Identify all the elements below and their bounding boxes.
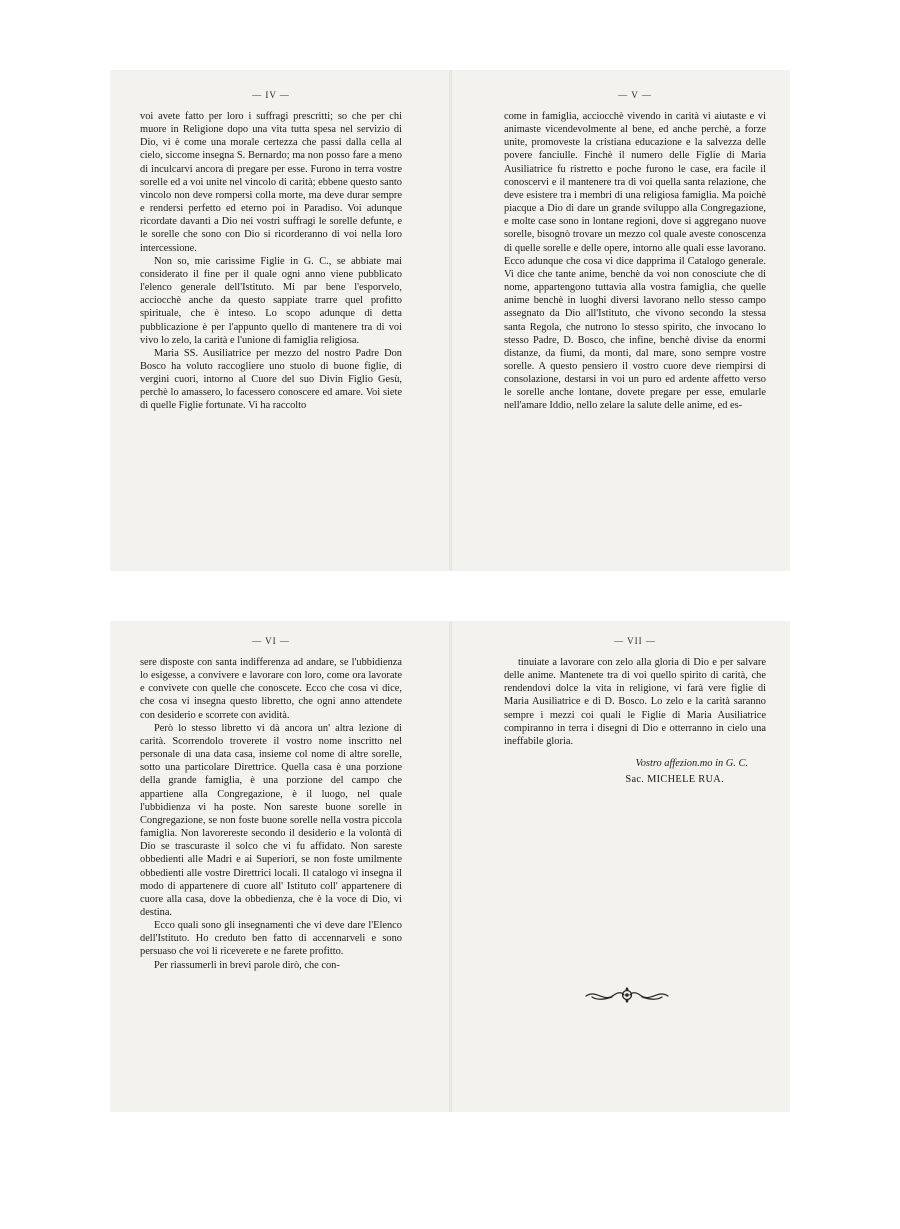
- page-number: — VI —: [252, 636, 290, 646]
- closing-formula: Vostro affezion.mo in G. C.: [635, 758, 748, 770]
- ornament-flourish-icon: [582, 983, 672, 1007]
- paragraph: sere disposte con santa indifferenza ad andare, se l'ubbidienza lo esigesse, a convivere e lavorare con loro, come ora lavorate e convivete con quelle che conoscete. Ecco che cosa vi dice, che cosa vi insegna questo libretto, che ogni anno attendete con desiderio e scorrete con avidità.: [140, 657, 402, 721]
- page-vii: [504, 636, 766, 786]
- page-number: — IV —: [252, 90, 290, 100]
- paragraph: Però lo stesso libretto vi dà ancora un' altra lezione di carità. Scorrendolo troverete il vostro nome inscritto nel personale di una data casa, insieme col nome di altre sorelle, sotto una particolare Direttrice. Quella casa è una porzione della grande famiglia, è una porzione del campo che appartiene alla Congregazione, è il luogo, nel quale l'ubbidienza vi ha poste. Non sareste buone sorelle in Congregazione, se non foste buone sorelle nella vostra piccola famiglia. Non lavorereste secondo il desiderio e la volontà di Dio se trascuraste il solco che vi fu affidato. Non sareste obbedienti alle Madri e ai Superiori, se non foste umilmente obbedienti alle vostre Direttrici locali. Il catalogo vi insegna il modo di appartenere di cuore all' Istituto coll' appartenere di cuore alla casa, dove la obbedienza, che è la voce di Dio, vi destina.: [140, 722, 402, 918]
- signature: Sac. MICHELE RUA.: [625, 774, 724, 786]
- page-vi: [140, 636, 402, 972]
- paragraph: Non so, mie carissime Figlie in G. C., se abbiate mai considerato il fine per il quale ogni anno viene pubblicato l'elenco generale dell'Istituto. Mi par bene l'esporvelo, acciocchè anche da questo sappiate trarre quel profitto spirituale, che è inteso. Lo scopo adunque di detta pubblicazione è per l'appunto quello di mantenere tra di voi vivo lo zelo, la carità e l'unione di famiglia religiosa.: [140, 255, 402, 346]
- page-v: [504, 90, 766, 413]
- page-number: — V —: [618, 90, 652, 100]
- spread-separator: [110, 571, 790, 621]
- paragraph: Maria SS. Ausiliatrice per mezzo del nostro Padre Don Bosco ha voluto raccogliere uno stuolo di buone figlie, di vergini cuori, intorno al Cuore del suo Divin Figlio Gesù, perchè lo amassero, lo facessero conoscere ed amare. Voi siete di quelle Figlie fortunate. Vi ha raccolto: [140, 347, 402, 412]
- paragraph: come in famiglia, acciocchè vivendo in carità vi aiutaste e vi animaste vicendevolmente al bene, ed anche perchè, a forze unite, promoveste la cristiana educazione e la salvezza delle povere fanciulle. Finchè il numero delle Figlie di Maria Ausiliatrice fu ristretto e poche furono le case, era facile il conoscervi e il mantenere tra di voi quella santa relazione, che deve esistere tra i membri di una religiosa famiglia. Ma poichè piacque a Dio di dare un grande sviluppo alla Congregazione, e molte case sono in lontane regioni, dove si aggregano nuove sorelle, bisognò trovare un mezzo col quale aveste conoscenza di quelle sorelle e delle opere, intorno alle quali esse lavorano. Ecco adunque che cosa vi dice dapprima il Catalogo generale. Vi dice che tante anime, benchè da voi non conosciute che di nome, appartengono tuttavia alla vostra famiglia, che quelle anime benchè in luoghi diversi lavorano nello stesso campo assegnato da Dio all'Istituto, che vivono secondo la stessa santa Regola, che nutrono lo stesso spirito, che invocano lo stesso Padre, D. Bosco, che infine, benchè divise da enormi distanze, da fiumi, da monti, dal mare, sono sempre vostre sorelle. A questo pensiero il vostro cuore deve riempirsi di consolazione, destarsi in voi un puro ed ardente affetto verso le sorelle anche lontane, dovete pregare per esse, emularle nell'amare Iddio, nello zelare la salute delle anime, ed es-: [504, 111, 766, 412]
- paragraph: voi avete fatto per loro i suffragi prescritti; so che per chi muore in Religione dopo una vita tutta spesa nel servizio di Dio, vi è come una morale certezza che passi dalla cella al cielo, siccome insegna S. Bernardo; ma non posso fare a meno di inculcarvi ancora di pregare per esse. Furono in terra vostre sorelle ed a voi unite nel vincolo di carità; ebbene questo santo vincolo non deve rompersi colla morte, ma deve durar sempre e rendersi perfetto ed eterno poi in Paradiso. Voi adunque ricordate davanti a Dio nei vostri suffragi le sorelle defunte, e le sorelle che sono con Dio si ricorderanno di voi nella loro intercessione.: [140, 111, 402, 254]
- paragraph: Ecco quali sono gli insegnamenti che vi deve dare l'Elenco dell'Istituto. Ho creduto ben fatto di accennarveli e sono persuaso che voi li riceverete e ne farete profitto.: [140, 920, 402, 958]
- paragraph: tinuiate a lavorare con zelo alla gloria di Dio e per salvare delle anime. Mantenete tra di voi quello spirito di carità, che rendendovi dolce la vita in religione, vi farà vere figlie di Maria Ausiliatrice e di D. Bosco. Lo zelo e la carità saranno sempre i mezzi coi quali le Figlie di Maria Ausiliatrice compiranno in terra i disegni di Dio e otterranno in cielo una ineffabile gloria.: [504, 657, 766, 747]
- paragraph: Per riassumerli in brevi parole dirò, che con-: [154, 959, 340, 971]
- page-iv: [140, 90, 402, 413]
- page-number: — VII —: [614, 636, 656, 646]
